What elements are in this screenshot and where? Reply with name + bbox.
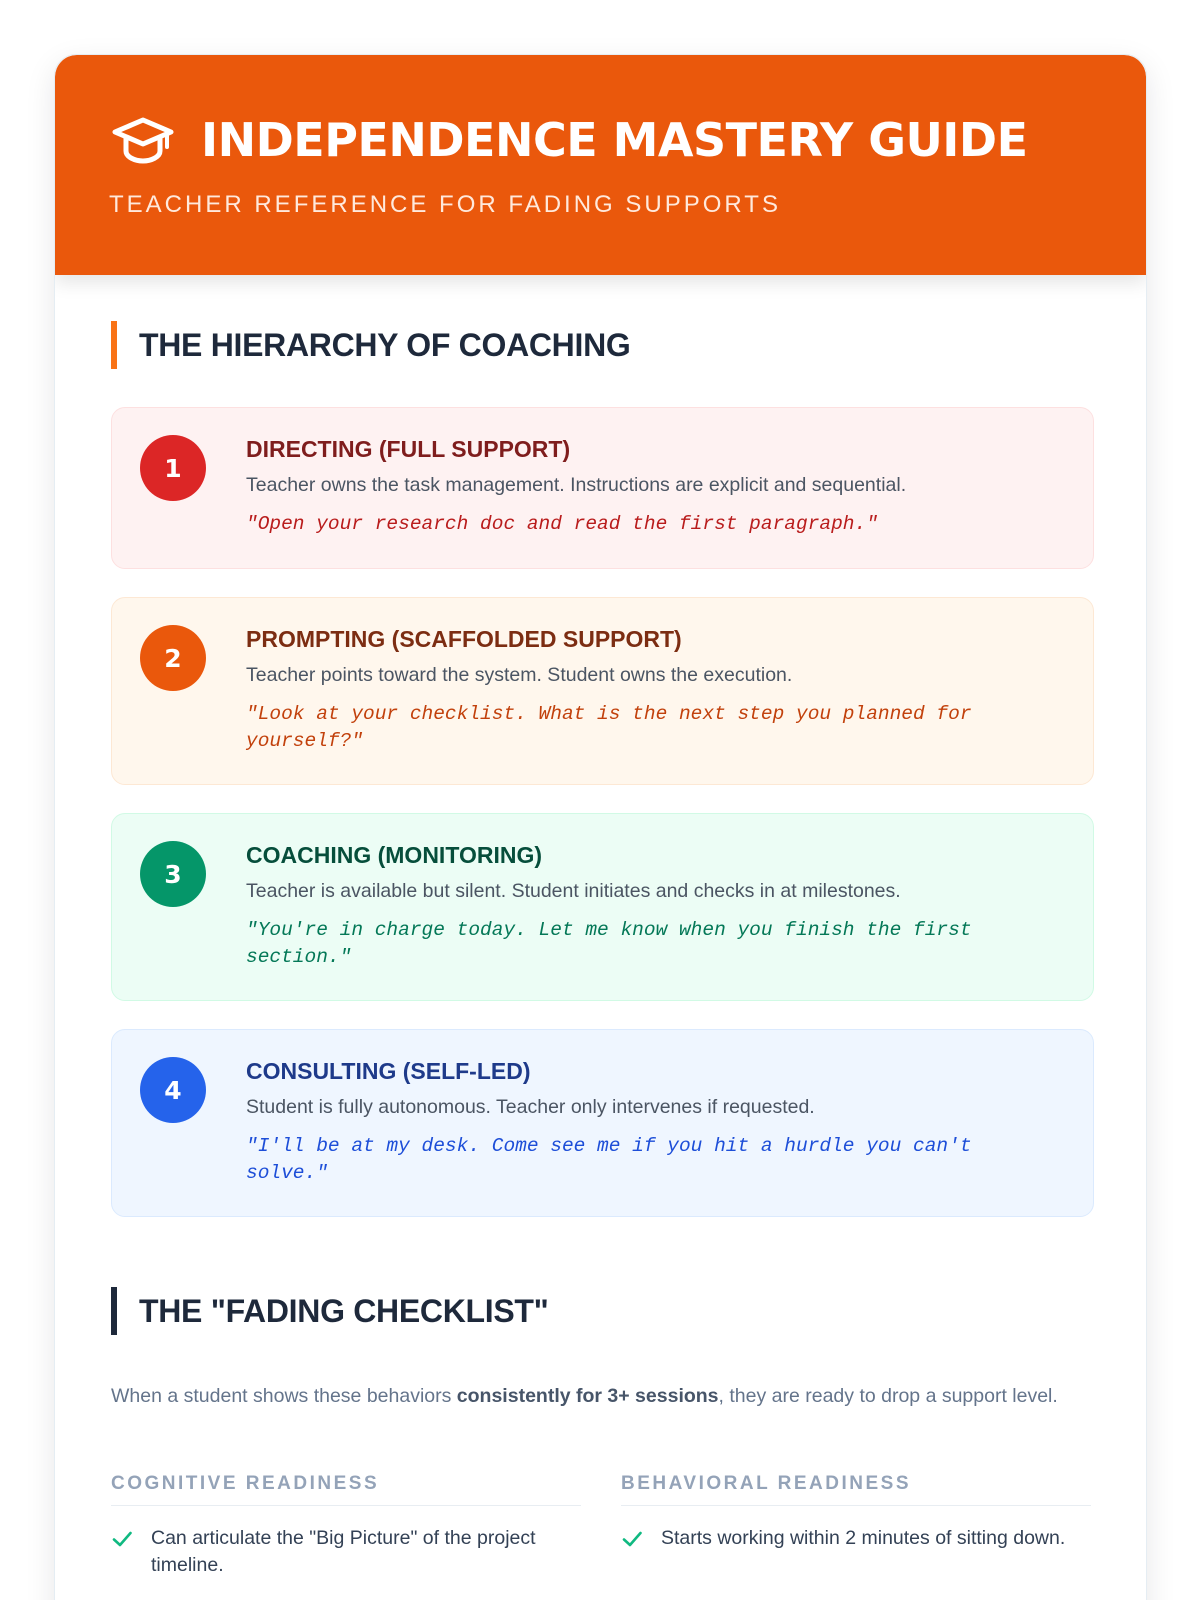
hierarchy-title: THE HIERARCHY OF COACHING	[139, 326, 631, 363]
fading-accent-bar	[111, 1287, 117, 1335]
checklist-item	[621, 1525, 1091, 1552]
level-description: Teacher points toward the system. Student owns the execution.	[246, 664, 793, 686]
level-title: CONSULTING (SELF-LED)	[246, 1058, 531, 1084]
coaching-level-directing	[111, 407, 1094, 569]
guide-header	[55, 55, 1146, 275]
level-example-quote: "Open your research doc and read the first paragraph."	[246, 513, 878, 535]
checklist-item-text: Can articulate the "Big Picture" of the project timeline.	[151, 1527, 536, 1576]
cognitive-readiness-heading: COGNITIVE READINESS	[111, 1473, 581, 1506]
level-number-badge: 2	[140, 625, 206, 691]
hierarchy-accent-bar	[111, 321, 117, 369]
level-title: PROMPTING (SCAFFOLDED SUPPORT)	[246, 626, 682, 652]
level-title: DIRECTING (FULL SUPPORT)	[246, 436, 571, 462]
level-description: Teacher is available but silent. Student initiates and checks in at milestones.	[246, 880, 901, 902]
level-example-quote: "I'll be at my desk. Come see me if you hit a hurdle you can't solve."	[246, 1135, 972, 1184]
intro-text: When a student shows these behaviors	[111, 1385, 457, 1407]
checkmark-icon	[111, 1528, 133, 1550]
coaching-level-prompting	[111, 597, 1094, 785]
level-example-quote: "You're in charge today. Let me know when you finish the first section."	[246, 919, 972, 968]
guide-card	[54, 54, 1147, 1600]
intro-text-end: , they are ready to drop a support level.	[718, 1385, 1058, 1407]
level-body	[246, 626, 1033, 755]
fading-intro	[111, 1383, 1101, 1410]
page-subtitle: TEACHER REFERENCE FOR FADING SUPPORTS	[109, 191, 781, 218]
checklist-item	[111, 1525, 581, 1579]
header-title-row	[111, 113, 1028, 167]
hierarchy-heading	[111, 321, 631, 369]
checklist-item-text: Starts working within 2 minutes of sitting down.	[661, 1527, 1066, 1549]
level-description: Teacher owns the task management. Instructions are explicit and sequential.	[246, 474, 907, 496]
checkmark-icon	[621, 1528, 643, 1550]
level-body	[246, 1058, 1033, 1187]
coaching-level-consulting	[111, 1029, 1094, 1217]
level-number-badge: 3	[140, 841, 206, 907]
level-number-badge: 1	[140, 435, 206, 501]
level-description: Student is fully autonomous. Teacher only intervenes if requested.	[246, 1096, 815, 1118]
level-title: COACHING (MONITORING)	[246, 842, 543, 868]
coaching-level-coaching	[111, 813, 1094, 1001]
intro-emphasis: consistently for 3+ sessions	[456, 1385, 719, 1407]
level-body	[246, 436, 1033, 538]
fading-heading	[111, 1287, 549, 1335]
level-example-quote: "Look at your checklist. What is the next step you planned for yourself?"	[246, 703, 972, 752]
level-body	[246, 842, 1033, 971]
behavioral-readiness-heading: BEHAVIORAL READINESS	[621, 1473, 1091, 1506]
page-title: INDEPENDENCE MASTERY GUIDE	[201, 113, 1028, 167]
level-number-badge: 4	[140, 1057, 206, 1123]
fading-title: THE "FADING CHECKLIST"	[139, 1292, 549, 1329]
graduation-cap-icon	[111, 114, 175, 166]
